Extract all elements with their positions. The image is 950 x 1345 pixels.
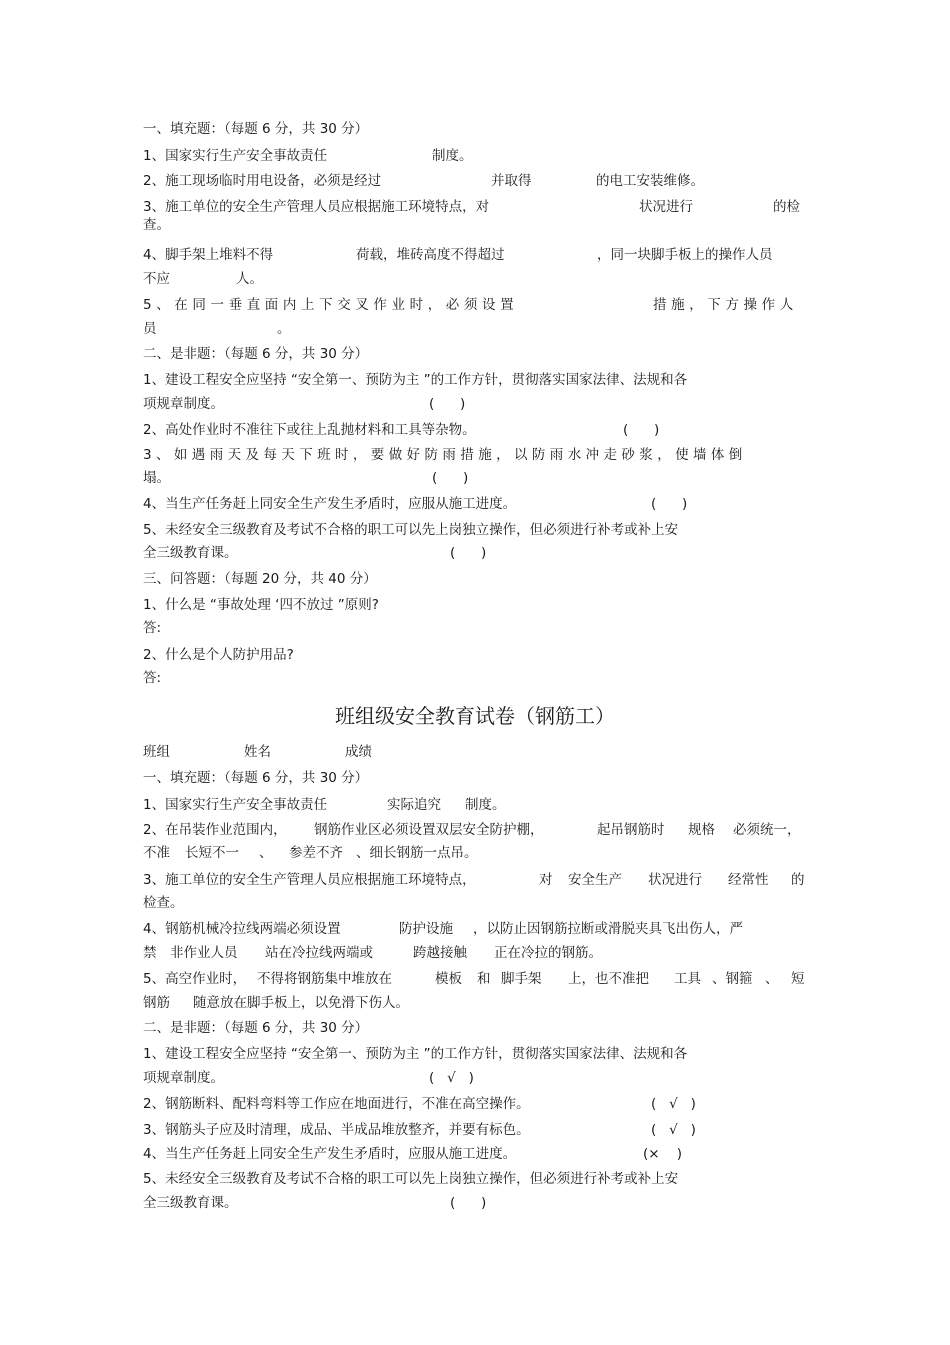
filled-answer: 规格 [688, 822, 715, 838]
tf-question-5: 5、未经安全三级教育及考试不合格的职工可以先上岗独立操作，但必须进行补考或补上安 [143, 522, 679, 538]
question-text: 2、在吊装作业范围内， [143, 822, 287, 838]
filled-answer: 钢筋作业区必须设置双层安全防护棚， [314, 822, 544, 838]
answer-bracket: ( ) [623, 422, 660, 438]
question-1b [143, 797, 809, 814]
answer-bracket: ( √ ) [651, 1122, 696, 1138]
question-1 [143, 148, 809, 165]
question-text: 1、国家实行生产安全事故责任 [143, 148, 328, 164]
question-5-cont [143, 321, 809, 338]
question-text: 的电工安装维修。 [596, 173, 704, 189]
question-text: 。 [277, 321, 291, 337]
tf-question-1b-cont [143, 1070, 809, 1087]
question-text: 3、施工单位的安全生产管理人员应根据施工环境特点，对 [143, 199, 490, 215]
question-text: 、 [259, 845, 273, 861]
question-5 [143, 297, 809, 314]
tf-question-3 [143, 447, 809, 464]
question-text: 对 [539, 872, 553, 888]
filled-answer: 、钢箍 [712, 971, 753, 987]
question-text: 的检 [773, 199, 800, 215]
tf-question-3b [143, 1122, 809, 1139]
qa-question-1: 1、什么是 “事故处理 ‘四不放过 ”原则? [143, 597, 379, 613]
tf-question-4 [143, 496, 809, 513]
answer-bracket: ( ) [651, 496, 688, 512]
tf-question-5b-cont [143, 1195, 809, 1212]
question-text: 1、国家实行生产安全事故责任 [143, 797, 328, 813]
filled-answer: 长短不一 [185, 845, 239, 861]
tf-question-1: 1、建设工程安全应坚持 “安全第一、预防为主 ”的工作方针，贯彻落实国家法律、法规和各 [143, 372, 688, 388]
question-text: ，以防止因钢筋拉断或滑脱夹具飞出伤人，严 [473, 921, 743, 937]
question-text: 、 [765, 971, 779, 987]
score-label: 成绩 [345, 744, 372, 760]
question-4 [143, 247, 809, 264]
question-5b [143, 971, 809, 988]
filled-answer: 脚手架 [501, 971, 542, 987]
qa-answer-2: 答: [143, 670, 162, 686]
question-text: 必须统一， [733, 822, 801, 838]
question-text: 不应 [143, 271, 170, 287]
question-text: 站在冷拉线两端或 [265, 945, 373, 961]
class-label: 班组 [143, 744, 170, 760]
question-text: 不得将钢筋集中堆放在 [257, 971, 392, 987]
question-2b-cont [143, 845, 809, 862]
filled-answer: 非作业人员 [170, 945, 238, 961]
tf-question-3-cont [143, 470, 809, 487]
question-text: 上，也不准把 [568, 971, 649, 987]
question-text: 4、当生产任务赶上同安全生产发生矛盾时，应服从施工进度。 [143, 496, 517, 512]
question-text: 正在冷拉的钢筋。 [494, 945, 602, 961]
question-text: 起吊钢筋时 [597, 822, 665, 838]
question-text: 的 [791, 872, 805, 888]
name-label: 姓名 [244, 744, 271, 760]
question-text: 并取得 [491, 173, 532, 189]
question-text: 3、如遇雨天及每天下班时，要做好防雨措施，以防雨水冲走砂浆，使墙体倒 [143, 447, 747, 463]
question-text: ，同一块脚手板上的操作人员 [597, 247, 773, 263]
question-text: 随意放在脚手板上，以免滑下伤人。 [193, 995, 409, 1011]
question-text: 4、脚手架上堆料不得 [143, 247, 274, 263]
answer-bracket: (× ) [643, 1146, 683, 1162]
answer-bracket: ( ) [429, 396, 466, 412]
question-text: 塌。 [143, 470, 170, 486]
question-text: 3、施工单位的安全生产管理人员应根据施工环境特点， [143, 872, 476, 888]
tf-question-4b [143, 1146, 809, 1163]
answer-bracket: ( √ ) [651, 1096, 696, 1112]
question-text: 全三级教育课。 [143, 545, 238, 561]
question-text: 员 [143, 321, 157, 337]
filled-answer: 实际追究 [387, 797, 441, 813]
qa-answer-1: 答: [143, 620, 162, 636]
section-heading-true-false: 二、是非题：（每题 6 分，共 30 分） [143, 346, 369, 362]
tf-question-5-cont [143, 545, 809, 562]
question-text: 项规章制度。 [143, 396, 224, 412]
question-text: 状况进行 [639, 199, 693, 215]
question-3-cont: 查。 [143, 217, 170, 233]
question-4b [143, 921, 809, 938]
question-text: 制度。 [432, 148, 473, 164]
answer-bracket: ( ) [450, 1195, 487, 1211]
question-text: 不准 [143, 845, 170, 861]
question-text: 禁 [143, 945, 157, 961]
question-text: 2、高处作业时不准往下或往上乱抛材料和工具等杂物。 [143, 422, 476, 438]
question-3b-cont: 检查。 [143, 895, 184, 911]
question-text: 人。 [236, 271, 263, 287]
question-text: 状况进行 [648, 872, 702, 888]
question-text: 制度。 [465, 797, 506, 813]
question-3b [143, 872, 809, 889]
tf-question-1-cont [143, 396, 809, 413]
question-5b-cont [143, 995, 809, 1012]
filled-answer: 防护设施 [399, 921, 453, 937]
info-row [143, 744, 809, 761]
tf-question-2b [143, 1096, 809, 1113]
question-text: 措施，下方操作人 [653, 297, 798, 313]
qa-question-2: 2、什么是个人防护用品? [143, 647, 294, 663]
answer-bracket: ( ) [432, 470, 469, 486]
filled-answer: 短 [791, 971, 805, 987]
question-4-cont [143, 271, 809, 288]
section-heading-fill-in-2: 一、填充题：（每题 6 分，共 30 分） [143, 770, 369, 786]
question-text: 2、施工现场临时用电设备，必须是经过 [143, 173, 382, 189]
filled-answer: 钢筋 [143, 995, 170, 1011]
section-heading-true-false-2: 二、是非题：（每题 6 分，共 30 分） [143, 1020, 369, 1036]
tf-question-5b: 5、未经安全三级教育及考试不合格的职工可以先上岗独立操作，但必须进行补考或补上安 [143, 1171, 679, 1187]
tf-question-1b: 1、建设工程安全应坚持 “安全第一、预防为主 ”的工作方针，贯彻落实国家法律、法规和各 [143, 1046, 688, 1062]
filled-answer: 跨越接触 [413, 945, 467, 961]
question-text: 、细长钢筋一点吊。 [356, 845, 478, 861]
filled-answer: 工具 [674, 971, 701, 987]
tf-question-2 [143, 422, 809, 439]
filled-answer: 经常性 [728, 872, 769, 888]
filled-answer: 安全生产 [568, 872, 622, 888]
filled-answer: 参差不齐 [289, 845, 343, 861]
question-text: 4、钢筋机械冷拉线两端必须设置 [143, 921, 341, 937]
filled-answer: 模板 [435, 971, 462, 987]
question-text: 2、钢筋断料、配料弯料等工作应在地面进行，不准在高空操作。 [143, 1096, 530, 1112]
question-text: 5、高空作业时， [143, 971, 247, 987]
question-text: 和 [477, 971, 491, 987]
question-2b [143, 822, 809, 839]
question-text: 项规章制度。 [143, 1070, 224, 1086]
question-4b-cont [143, 945, 809, 962]
question-text: 3、钢筋头子应及时清理，成品、半成品堆放整齐，并要有标色。 [143, 1122, 530, 1138]
question-3 [143, 199, 809, 216]
question-text: 5、在同一垂直面内上下交叉作业时，必须设置 [143, 297, 519, 313]
question-text: 荷载，堆砖高度不得超过 [356, 247, 505, 263]
exam-title: 班组级安全教育试卷（钢筋工） [335, 704, 615, 728]
section-heading-fill-in: 一、填充题：（每题 6 分，共 30 分） [143, 121, 369, 137]
section-heading-qa: 三、问答题：（每题 20 分，共 40 分） [143, 571, 377, 587]
question-text: 全三级教育课。 [143, 1195, 238, 1211]
answer-bracket: ( ) [450, 545, 487, 561]
question-2 [143, 173, 809, 190]
answer-bracket: ( √ ) [429, 1070, 474, 1086]
question-text: 4、当生产任务赶上同安全生产发生矛盾时，应服从施工进度。 [143, 1146, 517, 1162]
